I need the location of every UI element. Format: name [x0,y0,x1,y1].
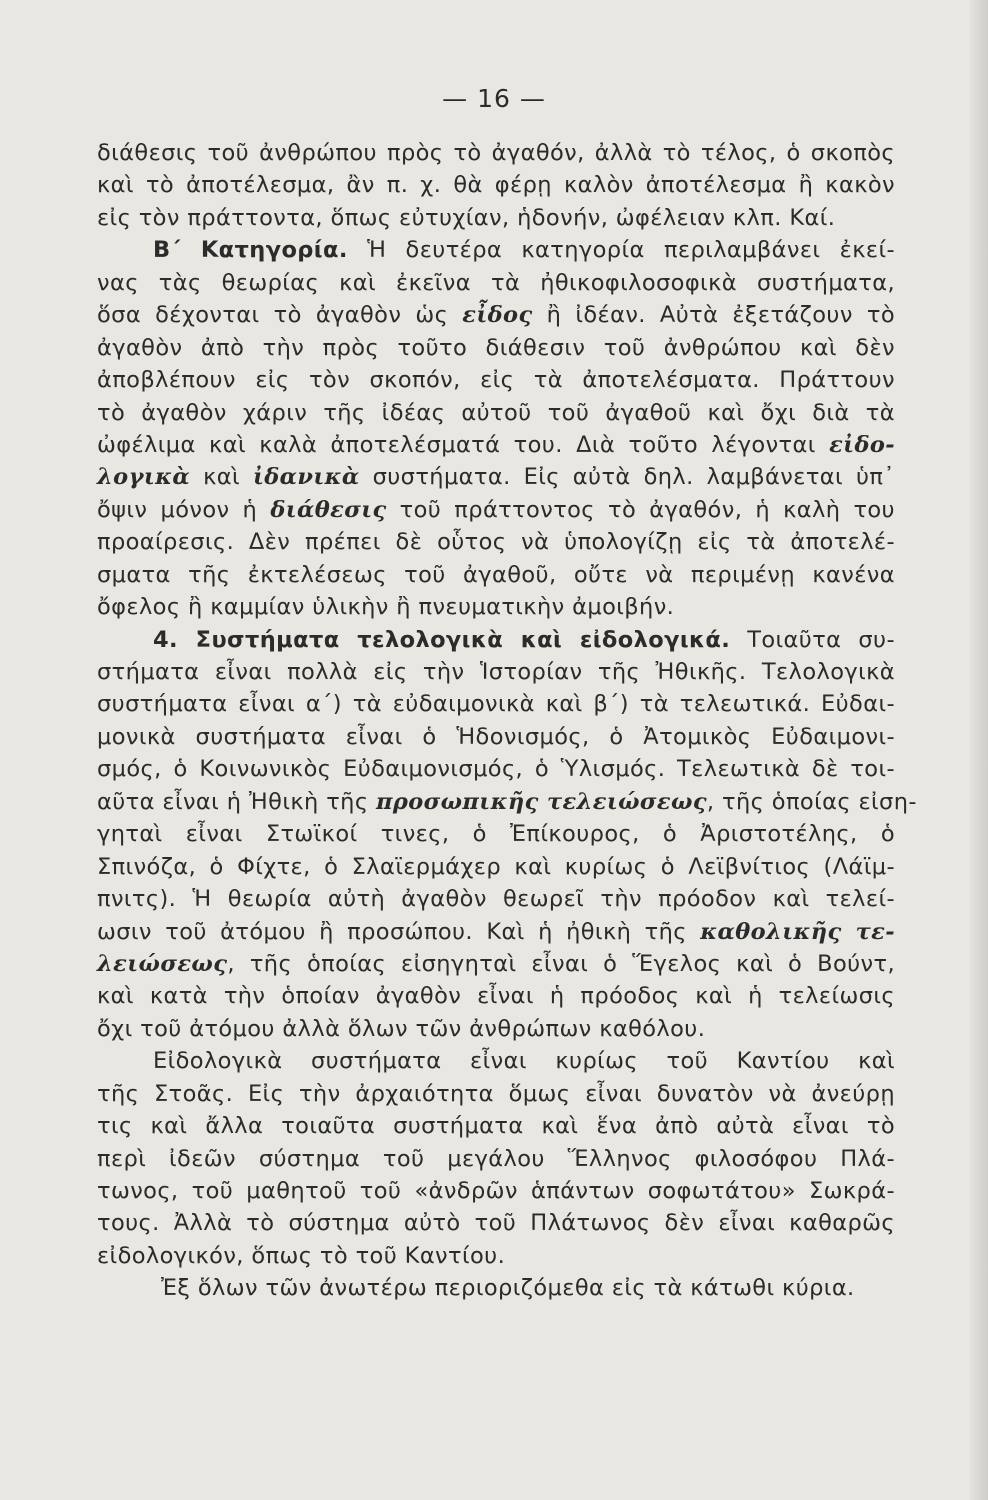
text-segment: προαίρεσις. Δὲν πρέπει δὲ οὗτος νὰ ὑπολογίζῃ εἰς τὰ ἀποτελέ- [97,529,895,556]
text-line [97,980,895,1012]
text-segment: εἰδολογικόν, ὅπως τὸ τοῦ Καντίου. [97,1242,506,1269]
text-line [97,364,895,396]
text-segment: νας τὰς θεωρίας καὶ ἐκεῖνα τὰ ἠθικοφιλοσοφικὰ συστήματα, [97,269,895,296]
text-line [97,202,895,234]
text-line [97,1110,895,1142]
text-line [97,169,895,201]
text-line [97,267,895,299]
text-segment: , τῆς ὁποίας εἰσηγηταὶ εἶναι ὁ Ἕγελος καὶ ὁ Βούντ, [227,950,895,977]
text-segment: τὸ ἀγαθὸν χάριν τῆς ἰδέας αὐτοῦ τοῦ ἀγαθοῦ καὶ ὄχι διὰ τὰ [97,399,895,426]
text-segment: ὅσα δέχονται τὸ ἀγαθὸν ὡς [97,302,463,329]
text-line [97,137,895,169]
text-line [97,721,895,753]
text-line [97,1045,895,1077]
text-line [97,299,895,331]
text-segment: τωνος, τοῦ μαθητοῦ τοῦ «ἀνδρῶν ἁπάντων σοφωτάτου» Σωκρά- [97,1178,895,1204]
text-segment: ὠφέλιμα καὶ καλὰ ἀποτελέσματά του. Διὰ τοῦτο λέγονται [97,431,830,458]
text-line [97,883,895,915]
text-line [97,656,895,688]
text-line [97,332,895,364]
text-line [97,429,895,461]
text-line [97,916,895,948]
text-segment: καὶ τὸ ἀποτέλεσμα, ἂν π. χ. θὰ φέρῃ καλὸν ἀποτέλεσμα ἢ κακὸν [97,172,895,199]
text-line [97,851,895,883]
text-line [97,688,895,720]
text-line [97,786,917,818]
text-segment: τους. Ἀλλὰ τὸ σύστημα αὐτὸ τοῦ Πλάτωνος δὲν εἶναι καθαρῶς [97,1210,895,1237]
text-line [97,948,895,980]
text-segment: τῆς Στοᾶς. Εἰς τὴν ἀρχαιότητα ὅμως εἶναι δυνατὸν νὰ ἀνεύρῃ [97,1080,895,1107]
text-segment: καὶ κατὰ τὴν ὁποίαν ἀγαθὸν εἶναι ἡ πρόοδος καὶ ἡ τελείωσις [97,983,895,1010]
text-line [97,526,895,558]
text-segment: πνιτς). Ἡ θεωρία αὐτὴ ἀγαθὸν θεωρεῖ τὴν πρόοδον καὶ τελεί- [97,886,895,913]
emphasis-term: καθολικῆς τε- [700,918,895,945]
text-segment: τοῦ πράττοντος τὸ ἀγαθόν, ἡ καλὴ του [386,496,895,523]
text-segment: περὶ ἰδεῶν σύστημα τοῦ μεγάλου Ἕλληνος φιλοσόφου Πλά- [97,1145,895,1172]
text-segment: Εἰδολογικὰ συστήματα εἶναι κυρίως τοῦ Καντίου καὶ [153,1048,895,1075]
text-segment: Σπινόζα, ὁ Φίχτε, ὁ Σλαϊερμάχερ καὶ κυρίως ὁ Λεϊβνίτιος (Λάϊμ- [97,853,895,880]
emphasis-term: εἰδο- [829,431,895,458]
text-line [97,591,895,623]
text-line [97,818,895,850]
text-segment: συστήματα. Εἰς αὐτὰ δηλ. λαμβάνεται ὑπ᾽ [359,464,895,491]
page-edge [970,0,988,1500]
text-line [97,1143,895,1175]
text-segment: καὶ [190,464,253,491]
text-segment: Ἡ δευτέρα κατηγορία περιλαμβάνει ἐκεί- [347,237,895,264]
emphasis-term: λειώσεως [97,950,228,977]
text-segment: γηταὶ εἶναι Στωϊκοί τινες, ὁ Ἐπίκουρος, ὁ Ἀριστοτέλης, ὁ [97,821,895,848]
emphasis-term: λογικὰ [97,464,191,491]
text-segment: Τοιαῦτα συ- [730,626,895,653]
text-line [97,1272,895,1304]
emphasis-term: προσωπικῆς τελειώσεως [375,788,707,815]
text-segment: ἀποβλέπουν εἰς τὸν σκοπόν, εἰς τὰ ἀποτελέσματα. Πράττουν [97,367,895,394]
text-line [97,1207,895,1239]
section-heading: Β΄ Κατηγορία. [153,237,348,264]
text-line [97,624,895,656]
text-segment: μονικὰ συστήματα εἶναι ὁ Ἡδονισμός, ὁ Ἀτομικὸς Εὐδαιμονι- [97,723,895,750]
text-segment: διάθεσις τοῦ ἀνθρώπου πρὸς τὸ ἀγαθόν, ἀλλὰ τὸ τέλος, ὁ σκοπὸς [97,140,895,166]
text-segment: , τῆς ὁποίας εἰση- [706,788,917,815]
text-line [97,1240,895,1272]
text-segment: αῦτα εἶναι ἡ Ἠθικὴ τῆς [97,788,376,815]
text-segment: σμός, ὁ Κοινωνικὸς Εὐδαιμονισμός, ὁ Ὑλισμός. Τελεωτικὰ δὲ τοι- [97,756,895,783]
section-heading: 4. Συστήματα τελολογικὰ καὶ εἰδολογικά. [153,626,731,653]
body-text [97,137,917,1305]
text-segment: ὄχι τοῦ ἀτόμου ἀλλὰ ὅλων τῶν ἀνθρώπων καθόλου. [97,1015,706,1042]
text-segment: σματα τῆς ἐκτελέσεως τοῦ ἀγαθοῦ, οὔτε νὰ περιμένῃ κανένα [97,561,895,588]
text-line [97,234,895,266]
text-line [97,461,895,493]
text-segment: ὄψιν μόνον ἡ [97,496,271,523]
emphasis-term: διάθεσις [270,496,387,523]
text-line [97,494,895,526]
page-number: — 16 — [442,84,546,113]
text-segment: τις καὶ ἄλλα τοιαῦτα συστήματα καὶ ἕνα ἀπὸ αὐτὰ εἶναι τὸ [97,1113,895,1140]
text-segment: ἀγαθὸν ἀπὸ τὴν πρὸς τοῦτο διάθεσιν τοῦ ἀνθρώπου καὶ δὲν [97,334,895,361]
text-segment: ἢ ἰδέαν. Αὐτὰ ἐξετάζουν τὸ [532,302,895,329]
text-line [97,397,895,429]
emphasis-term: ἰδανικὰ [252,464,360,491]
text-segment: συστήματα εἶναι α΄) τὰ εὐδαιμονικὰ καὶ β΄) τὰ τελεωτικά. Εὐδαι- [97,691,895,718]
text-segment: εἰς τὸν πράττοντα, ὅπως εὐτυχίαν, ἡδονήν, ὠφέλειαν κλπ. Καί. [97,204,836,231]
text-line [97,559,895,591]
text-segment: Ἐξ ὅλων τῶν ἀνωτέρω περιοριζόμεθα εἰς τὰ κάτωθι κύρια. [161,1275,855,1302]
emphasis-term: εἶδος [462,302,533,329]
text-line [97,1175,895,1207]
text-segment: ὄφελος ἢ καμμίαν ὑλικὴν ἢ πνευματικὴν ἀμοιβήν. [97,594,675,621]
text-line [97,753,895,785]
text-segment: στήματα εἶναι πολλὰ εἰς τὴν Ἱστορίαν τῆς Ἠθικῆς. Τελολογικὰ [97,659,895,685]
text-line [97,1078,895,1110]
text-segment: ωσιν τοῦ ἀτόμου ἢ προσώπου. Καὶ ἡ ἠθικὴ τῆς [97,918,701,945]
text-line [97,1013,895,1045]
